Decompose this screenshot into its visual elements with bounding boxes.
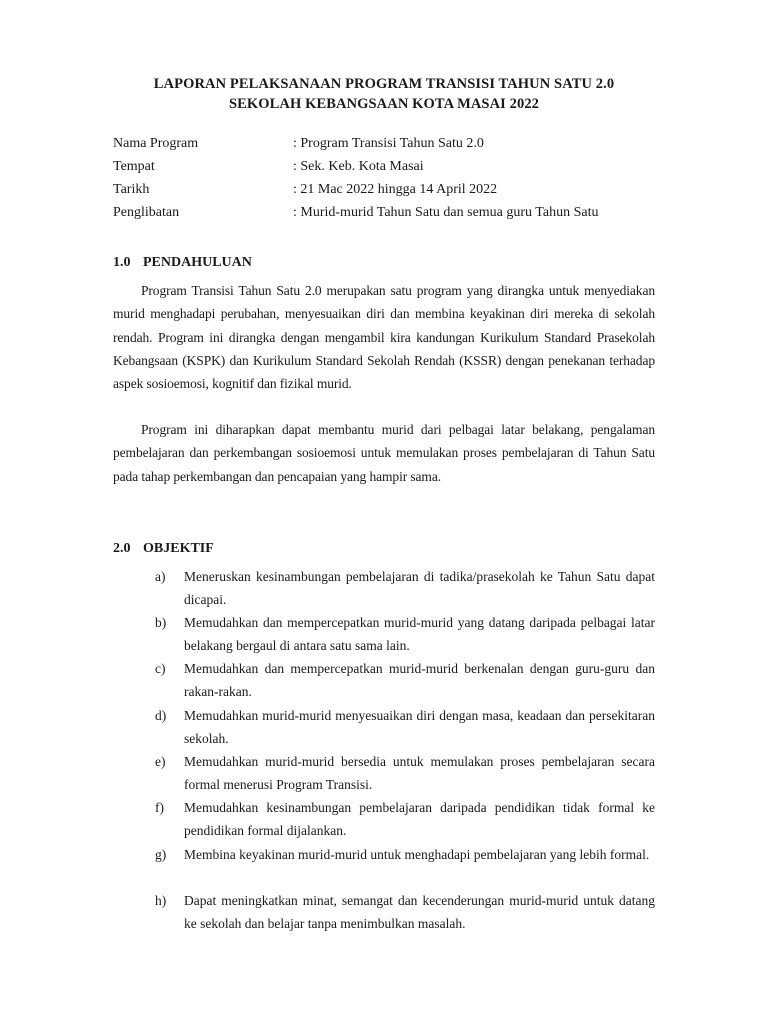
info-row-tarikh <box>113 182 673 202</box>
info-value: : Murid-murid Tahun Satu dan semua guru Tahun Satu <box>293 205 599 220</box>
info-label: Penglibatan <box>113 205 180 220</box>
section-number: 2.0 <box>113 541 131 556</box>
objective-letter: e) <box>155 754 166 769</box>
objective-letter: h) <box>155 893 167 908</box>
objective-text: Membina keyakinan murid-murid untuk menghadapi pembelajaran yang lebih formal. <box>184 847 650 862</box>
objective-text: Memudahkan dan mempercepatkan murid-murid berkenalan dengan guru-guru dan rakan-rakan. <box>184 661 655 700</box>
objective-letter: b) <box>155 615 167 630</box>
info-label: Tarikh <box>113 182 150 197</box>
objective-text: Meneruskan kesinambungan pembelajaran di tadika/prasekolah ke Tahun Satu dapat dicapai. <box>184 569 655 608</box>
paragraph-1: Program Transisi Tahun Satu 2.0 merupakan satu program yang dirangka untuk menyediakan murid menghadapi perubahan, menyesuaikan diri dan membina keyakinan diri mereka di sekolah rendah. Program ini dirangka dengan mengambil kira kandungan Kurikulum Standard Prasekolah Kebangsaan (KSPK) dan Kurikulum Standard Sekolah Rendah (KSSR) dengan penekanan terhadap aspek sosioemosi, kognitif dan fizikal murid. <box>113 283 655 392</box>
info-value: : 21 Mac 2022 hingga 14 April 2022 <box>293 182 498 197</box>
info-label: Nama Program <box>113 136 199 151</box>
section-heading-pendahuluan <box>113 255 252 271</box>
objective-letter: d) <box>155 708 167 723</box>
info-row-nama-program <box>113 136 673 156</box>
objective-letter: a) <box>155 569 166 584</box>
objective-letter: c) <box>155 661 166 676</box>
section-number: 1.0 <box>113 255 131 270</box>
objective-text: Memudahkan murid-murid menyesuaikan diri dengan masa, keadaan dan persekitaran sekolah. <box>184 708 655 747</box>
info-label: Tempat <box>113 159 155 174</box>
objective-letter: f) <box>155 800 164 815</box>
info-value: : Program Transisi Tahun Satu 2.0 <box>293 136 484 151</box>
objective-text: Memudahkan kesinambungan pembelajaran daripada pendidikan tidak formal ke pendidikan formal dijalankan. <box>184 800 655 839</box>
objective-text: Memudahkan murid-murid bersedia untuk memulakan proses pembelajaran secara formal menerusi Program Transisi. <box>184 754 655 793</box>
report-title-line-2: SEKOLAH KEBANGSAAN KOTA MASAI 2022 <box>228 96 540 112</box>
info-row-tempat <box>113 159 673 179</box>
info-value: : Sek. Keb. Kota Masai <box>293 159 424 174</box>
report-title-line-1: LAPORAN PELAKSANAAN PROGRAM TRANSISI TAHUN SATU 2.0 <box>153 76 615 92</box>
objective-text: Memudahkan dan mempercepatkan murid-murid yang datang daripada pelbagai latar belakang bergaul di antara satu sama lain. <box>184 615 655 654</box>
section-heading-objektif <box>113 541 214 557</box>
paragraph-2: Program ini diharapkan dapat membantu murid dari pelbagai latar belakang, pengalaman pembelajaran dan perkembangan sosioemosi untuk memulakan proses pembelajaran di Tahun Satu pada tahap perkembangan dan pencapaian yang hampir sama. <box>113 422 655 484</box>
section-title: PENDAHULUAN <box>143 255 252 270</box>
objective-text: Dapat meningkatkan minat, semangat dan kecenderungan murid-murid untuk datang ke sekolah dan belajar tanpa menimbulkan masalah. <box>184 893 655 932</box>
section-title: OBJEKTIF <box>143 541 214 556</box>
info-row-penglibatan <box>113 205 673 225</box>
objective-letter: g) <box>155 847 167 862</box>
